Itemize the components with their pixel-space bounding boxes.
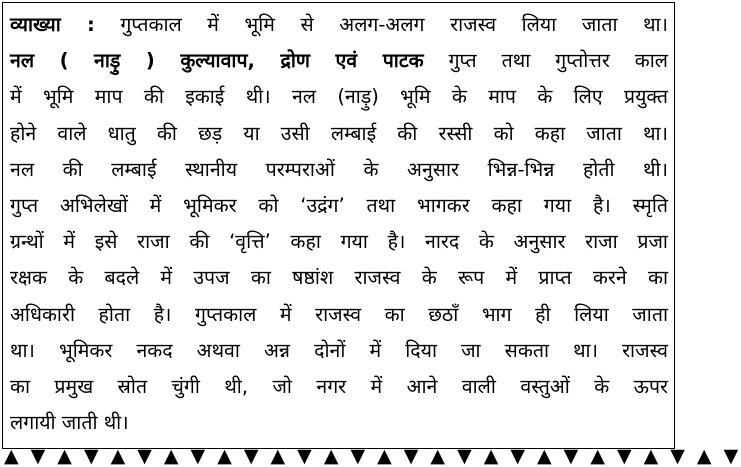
line-2-text: गुप्त तथा गुप्तोत्तर काल: [423, 49, 668, 73]
explanation-box: [2, 2, 675, 449]
text-line-11: का प्रमुख स्रोत चुंगी थी, जो नगर में आने वाली वस्तुओं के ऊपर: [10, 374, 668, 398]
text-line-4: होने वाले धातु की छड़ या उसी लम्बाई की रस्सी को कहा जाता था।: [10, 121, 668, 145]
measurement-units-heading: नल ( नाड़ु ) कुल्यावाप, द्रोण एवं पाटक: [10, 49, 424, 73]
line-1-text: गुप्तकाल में भूमि से अलग-अलग राजस्व लिया जाता था।: [94, 13, 668, 36]
text-line-6: गुप्त अभिलेखों में भूमिकर को ‘उद्रंग’ तथा भागकर कहा गया है। स्मृति: [10, 193, 668, 217]
text-line-2: [10, 43, 668, 79]
text-line-10: था। भूमिकर नकद अथवा अन्न दोनों में दिया जा सकता था। राजस्व: [10, 338, 668, 362]
text-line-7: ग्रन्थों में इसे राजा की ‘वृत्ति’ कहा गया है। नारद के अनुसार राजा प्रजा: [10, 230, 668, 254]
text-line-12: लगायी जाती थी।: [10, 411, 129, 435]
text-line-9: अधिकारी होता है। गुप्तकाल में राजस्व का छठाँ भाग ही लिया जाता: [10, 302, 668, 326]
text-line-1: [10, 7, 668, 43]
text-line-8: रक्षक के बदले में उपज का षष्ठांश राजस्व के रूप में प्राप्त करने का: [10, 266, 668, 290]
text-line-3: में भूमि माप की इकाई थी। नल (नाड़ु) भूमि के माप के लिए प्रयुक्त: [10, 85, 668, 109]
text-line-5: नल की लम्बाई स्थानीय परम्पराओं के अनुसार भिन्न-भिन्न होती थी।: [10, 157, 668, 181]
cropped-next-line: ▲ ▼ ▲ ▼ ▲ ▼ ▲ ▼ ▲ ▼ ▲ ▼ ▲ ▼ ▲ ▼ ▲ ▼ ▲ ▼ ▲ ▼ ▲ ▼ ▲ ▼ ▲ ▼: [4, 445, 741, 467]
explanation-heading: व्याख्या :: [10, 13, 95, 36]
